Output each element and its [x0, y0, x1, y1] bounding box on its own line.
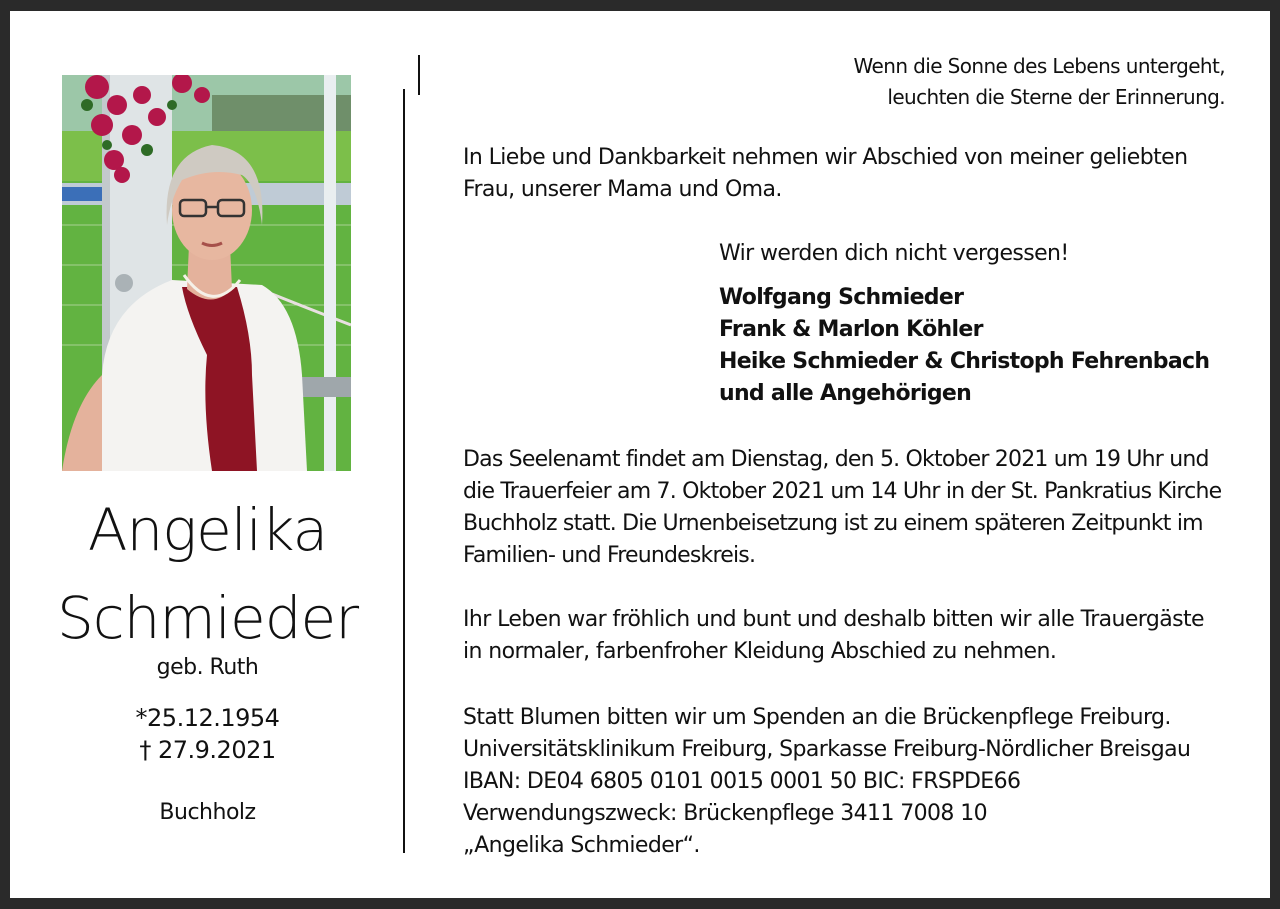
hometown: Buchholz: [159, 800, 256, 825]
life-line: in normaler, farbenfroher Kleidung Abschied zu nehmen.: [463, 639, 1057, 664]
vertical-divider-top: [418, 55, 420, 95]
service-line: die Trauerfeier am 7. Oktober 2021 um 14 Uhr in der St. Pankratius Kirche: [463, 479, 1222, 504]
deceased-last-name: Schmieder: [56, 584, 359, 652]
intro-line: Frau, unserer Mama und Oma.: [463, 177, 782, 202]
service-paragraph: [463, 444, 1221, 572]
birth-name: geb. Ruth: [156, 655, 259, 680]
life-line: Ihr Leben war fröhlich und bunt und deshalb bitten wir alle Trauergäste: [463, 607, 1204, 632]
promise-line: Wir werden dich nicht vergessen!: [719, 241, 1069, 266]
service-line: Familien- und Freundeskreis.: [463, 543, 756, 568]
motto-line: Wenn die Sonne des Lebens untergeht,: [853, 54, 1225, 78]
vertical-divider: [403, 89, 405, 853]
donation-paragraph: [463, 702, 1190, 862]
birth-date: *25.12.1954: [135, 704, 280, 732]
portrait-photo: [62, 75, 351, 471]
mourner-name: und alle Angehörigen: [719, 381, 972, 406]
mourner-name: Frank & Marlon Köhler: [719, 317, 983, 342]
intro-paragraph: [463, 142, 1187, 206]
clothing-request-paragraph: [463, 604, 1204, 668]
mourners-list: [719, 282, 1209, 410]
obituary-card: [10, 11, 1270, 898]
intro-line: In Liebe und Dankbarkeit nehmen wir Abschied von meiner geliebten: [463, 145, 1188, 170]
death-date: † 27.9.2021: [139, 736, 276, 764]
deceased-first-name: Angelika: [87, 496, 328, 564]
donation-line: „Angelika Schmieder“.: [463, 833, 700, 858]
donation-line: Statt Blumen bitten wir um Spenden an die Brückenpflege Freiburg.: [463, 705, 1171, 730]
donation-line: Universitätsklinikum Freiburg, Sparkasse Freiburg-Nördlicher Breisgau: [463, 737, 1191, 762]
mourner-name: Wolfgang Schmieder: [719, 285, 964, 310]
service-line: Das Seelenamt findet am Dienstag, den 5. Oktober 2021 um 19 Uhr und: [463, 447, 1209, 472]
donation-line: IBAN: DE04 6805 0101 0015 0001 50 BIC: FRSPDE66: [463, 769, 1021, 794]
service-line: Buchholz statt. Die Urnenbeisetzung ist zu einem späteren Zeitpunkt im: [463, 511, 1203, 536]
mourner-name: Heike Schmieder & Christoph Fehrenbach: [719, 349, 1210, 374]
donation-line: Verwendungszweck: Brückenpflege 3411 7008 10: [463, 801, 988, 826]
motto-line: leuchten die Sterne der Erinnerung.: [887, 85, 1225, 109]
motto-quote: [854, 51, 1225, 113]
